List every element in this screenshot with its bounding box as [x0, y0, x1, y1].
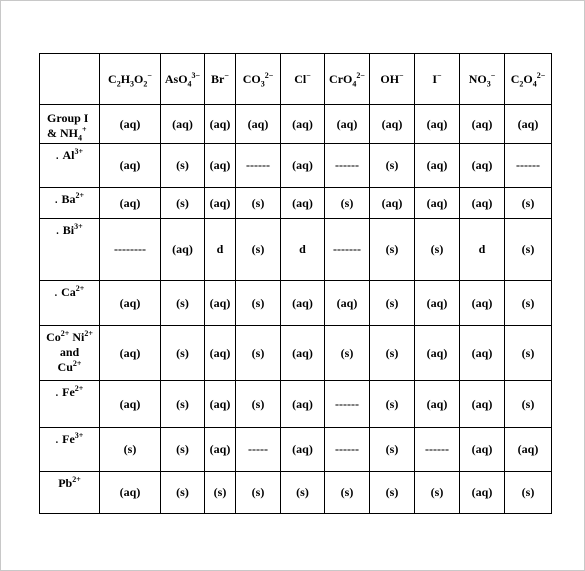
cation-label-line: and [59, 345, 80, 359]
solubility-cell: (s) [100, 428, 161, 472]
solubility-cell: (aq) [205, 381, 236, 428]
solubility-cell: (s) [236, 472, 281, 514]
solubility-cell: (aq) [415, 188, 460, 219]
solubility-cell: (aq) [460, 326, 505, 381]
solubility-cell: (aq) [460, 188, 505, 219]
solubility-cell: (aq) [281, 144, 325, 188]
solubility-cell: (s) [505, 472, 552, 514]
anion-header: $CO_3^{2-}$ [236, 54, 281, 105]
cation-cell [40, 144, 100, 188]
solubility-cell: (aq) [161, 105, 205, 144]
solubility-cell: (aq) [460, 144, 505, 188]
solubility-cell: (aq) [100, 188, 161, 219]
solubility-cell: ------ [325, 144, 370, 188]
solubility-cell: ----- [236, 428, 281, 472]
solubility-cell: ------- [325, 219, 370, 281]
cation-label-line: $Ca^{2+}$ [61, 284, 85, 299]
solubility-cell: (s) [370, 326, 415, 381]
cation-cell [40, 281, 100, 326]
solubility-cell: (aq) [460, 428, 505, 472]
solubility-cell: (aq) [460, 472, 505, 514]
cation-cell [40, 381, 100, 428]
row-marker: . [55, 388, 59, 399]
cation-cell [40, 188, 100, 219]
solubility-cell: d [205, 219, 236, 281]
solubility-cell: (aq) [205, 281, 236, 326]
solubility-cell: (s) [415, 472, 460, 514]
anion-header: $NO_3^-$ [460, 54, 505, 105]
cation-label-line: Group I [47, 111, 89, 125]
cation-label-line: $Co^{2+}$ $Ni^{2+}$ [46, 329, 93, 344]
solubility-cell: -------- [100, 219, 161, 281]
solubility-cell: (aq) [281, 188, 325, 219]
solubility-cell: (aq) [205, 105, 236, 144]
solubility-cell: (aq) [281, 281, 325, 326]
solubility-cell: (s) [370, 281, 415, 326]
solubility-cell: (s) [370, 219, 415, 281]
row-marker: . [54, 195, 58, 206]
anion-header: $C_2H_3O_2^-$ [100, 54, 161, 105]
cation-cell [40, 219, 100, 281]
solubility-cell: (s) [161, 381, 205, 428]
solubility-cell: (s) [505, 281, 552, 326]
cation-label-line: $Pb^{2+}$ [58, 475, 81, 490]
cation-cell [40, 326, 100, 381]
cation-label-line: & $NH_4^+$ [47, 125, 87, 143]
solubility-cell: (aq) [205, 326, 236, 381]
solubility-cell: d [460, 219, 505, 281]
solubility-cell: (aq) [505, 105, 552, 144]
solubility-cell: (aq) [205, 428, 236, 472]
solubility-cell: (aq) [460, 105, 505, 144]
table-row [40, 219, 552, 281]
cation-label-line: $Fe^{2+}$ [62, 384, 84, 399]
solubility-cell: (aq) [281, 381, 325, 428]
cation-cell [40, 428, 100, 472]
anion-header: $C_2O_4^{2-}$ [505, 54, 552, 105]
solubility-cell: (s) [236, 188, 281, 219]
table-row [40, 472, 552, 514]
row-marker: . [56, 226, 59, 237]
header-row [40, 54, 552, 105]
table-row [40, 428, 552, 472]
row-marker: . [54, 288, 58, 299]
solubility-cell: (aq) [205, 144, 236, 188]
table-row [40, 281, 552, 326]
solubility-cell: (s) [236, 326, 281, 381]
solubility-cell: ------ [415, 428, 460, 472]
solubility-cell: (aq) [415, 105, 460, 144]
solubility-cell: (aq) [161, 219, 205, 281]
solubility-cell: ------ [325, 381, 370, 428]
solubility-cell: (aq) [505, 428, 552, 472]
solubility-cell: (aq) [281, 326, 325, 381]
solubility-table [39, 53, 552, 514]
anion-header: CrO$_4^{2-}$ [325, 54, 370, 105]
solubility-cell: (aq) [100, 144, 161, 188]
solubility-cell: (s) [281, 472, 325, 514]
cation-cell [40, 472, 100, 514]
solubility-cell: (aq) [100, 105, 161, 144]
anion-header: Br− [205, 54, 236, 105]
solubility-cell: (aq) [100, 281, 161, 326]
solubility-cell: (s) [370, 428, 415, 472]
cation-label-line: $Fe^{3+}$ [62, 431, 84, 446]
solubility-cell: (aq) [415, 381, 460, 428]
solubility-cell: (s) [161, 472, 205, 514]
solubility-cell: (aq) [281, 105, 325, 144]
solubility-cell: (s) [370, 472, 415, 514]
solubility-cell: d [281, 219, 325, 281]
solubility-cell: (aq) [415, 144, 460, 188]
solubility-cell: (aq) [370, 188, 415, 219]
table-row [40, 188, 552, 219]
table-row [40, 326, 552, 381]
corner-cell [40, 54, 100, 105]
cation-label-line: $Cu^{2+}$ [57, 359, 82, 374]
solubility-cell: (aq) [236, 105, 281, 144]
solubility-cell: (aq) [415, 281, 460, 326]
solubility-cell: ------ [325, 428, 370, 472]
anion-header: AsO$_4^{3-}$ [161, 54, 205, 105]
solubility-cell: (s) [236, 381, 281, 428]
solubility-cell: (s) [505, 219, 552, 281]
solubility-cell: (s) [205, 472, 236, 514]
row-marker: . [55, 435, 59, 446]
anion-header: OH− [370, 54, 415, 105]
solubility-cell: (s) [325, 326, 370, 381]
table-row [40, 105, 552, 144]
row-marker: . [55, 151, 59, 162]
solubility-cell: (s) [161, 326, 205, 381]
solubility-cell: (aq) [100, 381, 161, 428]
cation-label-line: $Al^{3+}$ [62, 147, 84, 162]
solubility-cell: (s) [325, 472, 370, 514]
table-row [40, 381, 552, 428]
solubility-cell: (s) [325, 188, 370, 219]
solubility-cell: ------ [236, 144, 281, 188]
solubility-cell: (aq) [460, 281, 505, 326]
solubility-cell: (s) [505, 188, 552, 219]
solubility-cell: (aq) [281, 428, 325, 472]
solubility-cell: (aq) [100, 472, 161, 514]
solubility-cell: (s) [370, 144, 415, 188]
solubility-cell: (aq) [415, 326, 460, 381]
solubility-cell: (s) [415, 219, 460, 281]
solubility-cell: (s) [236, 281, 281, 326]
solubility-cell: ------ [505, 144, 552, 188]
solubility-cell: (s) [161, 281, 205, 326]
solubility-cell: (aq) [100, 326, 161, 381]
solubility-cell: (s) [505, 326, 552, 381]
anion-header: I− [415, 54, 460, 105]
cation-label-line: $Bi^{3+}$ [62, 222, 83, 237]
solubility-cell: (aq) [205, 188, 236, 219]
solubility-cell: (aq) [325, 281, 370, 326]
cation-cell [40, 105, 100, 144]
solubility-cell: (s) [505, 381, 552, 428]
solubility-cell: (s) [161, 428, 205, 472]
solubility-cell: (s) [161, 188, 205, 219]
solubility-cell: (s) [236, 219, 281, 281]
solubility-cell: (aq) [460, 381, 505, 428]
cation-label-line: $Ba^{2+}$ [61, 191, 85, 206]
solubility-cell: (s) [161, 144, 205, 188]
solubility-cell: (s) [370, 381, 415, 428]
solubility-cell: (aq) [370, 105, 415, 144]
table-row [40, 144, 552, 188]
anion-header: Cl− [281, 54, 325, 105]
solubility-cell: (aq) [325, 105, 370, 144]
